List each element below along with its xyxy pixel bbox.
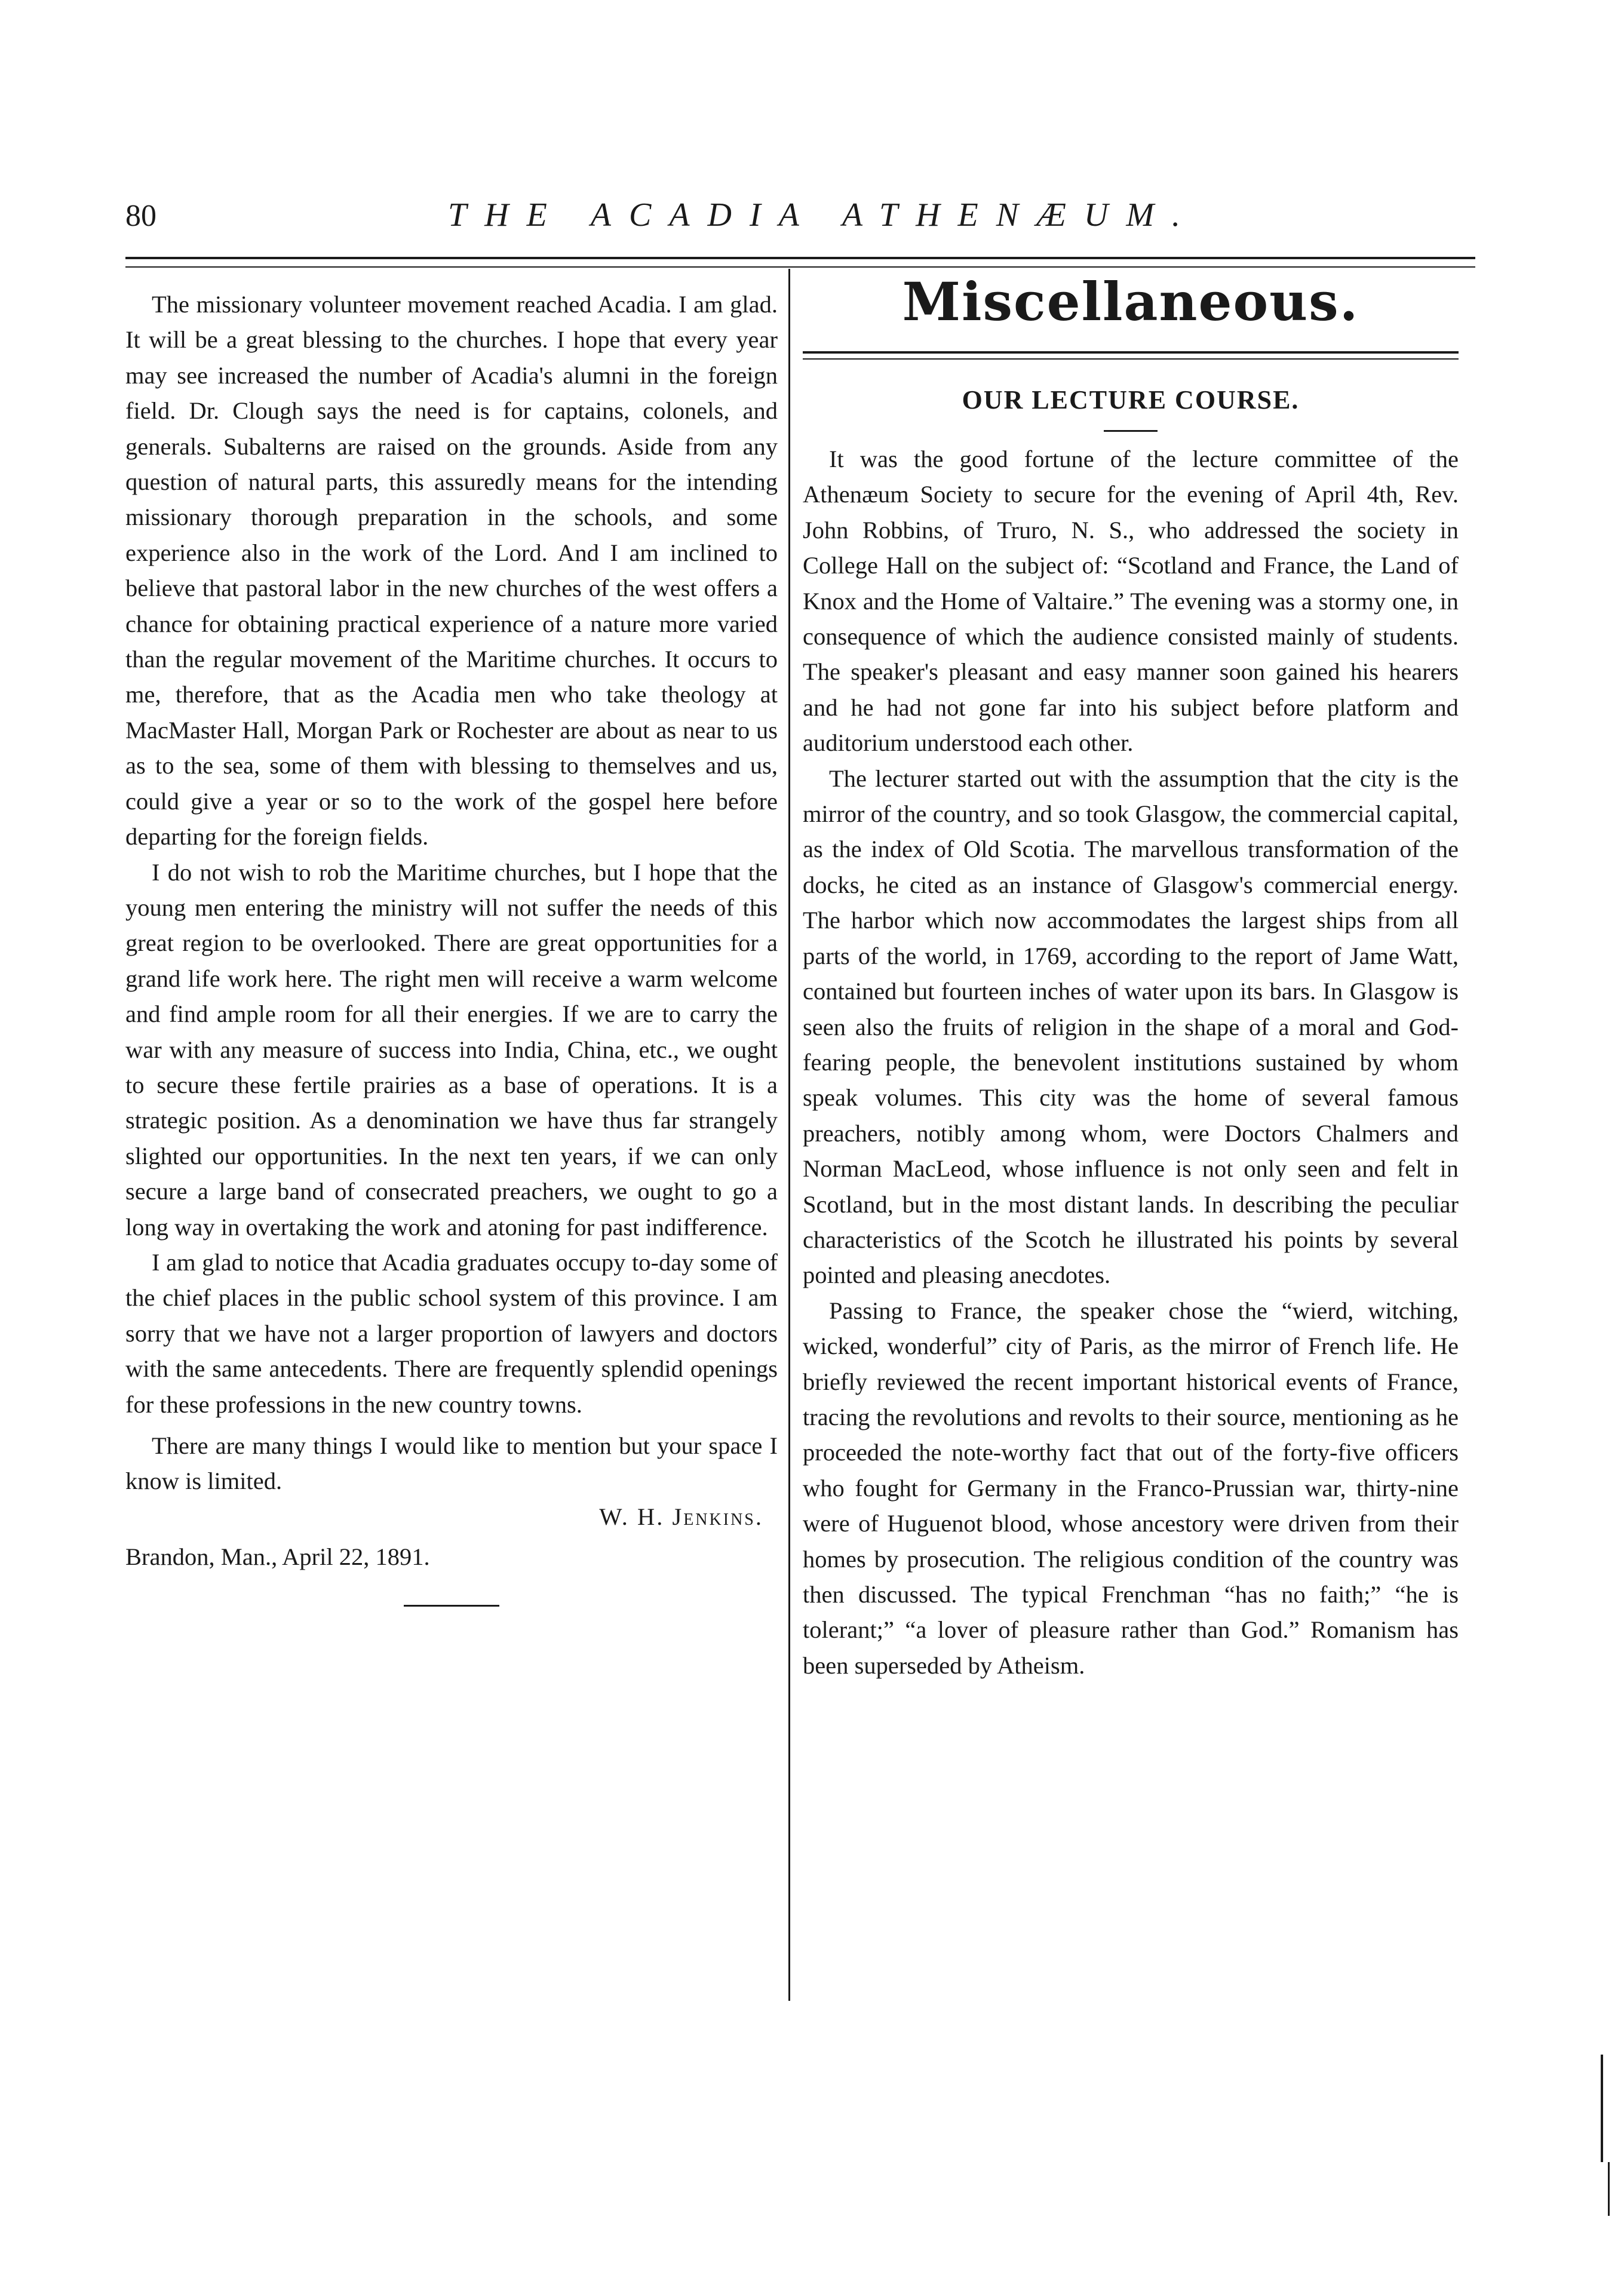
article-paragraph: The lecturer started out with the assumption that the city is the mirror of the country, and so took Glasgow, the commercial capital, as the index of Old Scotia. The marvellous transformation of the docks, he cited as an instance of Glasgow's commercial energy. The harbor which now accommodates the largest ships from all parts of the world, in 1769, according to the report of Jame Watt, contained but fourteen inches of water upon its bars. In Glasgow is seen also the fruits of religion in the shape of a moral and God-fearing people, the benevolent institutions sustained by whom speak volumes. This city was the home of several famous preachers, notibly among whom, were Doctors Chalmers and Norman MacLeod, whose influence is not only seen and felt in Scotland, but in the most distant lands. In describing the peculiar characteristics of the Scotch he illustrated his points by several pointed and pleasing anecdotes.: [803, 764, 1459, 1289]
end-of-letter-rule: [404, 1605, 499, 1607]
page-header: [125, 186, 1475, 240]
scan-edge-mark: [1608, 2162, 1610, 2216]
left-column: [125, 263, 778, 1607]
letter-paragraph: I am glad to notice that Acadia graduates occupy to-day some of the chief places in the public school system of this province. I am sorry that we have not a larger proportion of lawyers and doctors with the same antecedents. There are frequently splendid openings for these professions in the new country towns.: [125, 1248, 778, 1418]
letter-paragraph: The missionary volunteer movement reached Acadia. I am glad. It will be a great blessing to the churches. I hope that every year may see increased the number of Acadia's alumni in the foreign field. Dr. Clough says the need is for captains, colonels, and generals. Subalterns are raised on the grounds. Aside from any question of natural parts, this assuredly means for the intending missionary thorough preparation in the schools, and some experience also in the work of the Lord. And I am inclined to believe that pastoral labor in the new churches of the west offers a chance for obtaining practical experience of a nature more varied than the regular movement of the Maritime churches. It occurs to me, therefore, that as the Acadia men who take theology at MacMaster Hall, Morgan Park or Rochester are about as near to us as to the sea, some of them with blessing to themselves and us, could give a year or so to the work of the gospel here before departing for the foreign fields.: [125, 291, 778, 851]
header-rule-thick: [125, 257, 1475, 259]
column-divider: [788, 269, 790, 2001]
letter-signature: W. H. Jenkins.: [599, 1503, 763, 1530]
letter-paragraph: There are many things I would like to mention but your space I know is limited.: [125, 1432, 778, 1495]
page-number: 80: [125, 199, 156, 233]
article-title-rule: [1104, 430, 1158, 432]
scan-edge-mark: [1601, 2055, 1603, 2162]
article-paragraph: Passing to France, the speaker chose the “wierd, witching, wicked, wonderful” city of Paris, as the mirror of French life. He briefly reviewed the recent important historical events of France, tracing the revolutions and revolts to their source, mentioning as he proceeded the note-worthy fact that out of the forty-five officers who fought for Germany in the Franco-Prussian war, thirty-nine were of Huguenot blood, whose ancestory were driven from their homes by prosecution. The religious condition of the country was then discussed. The typical Frenchman “has no faith;” “he is tolerant;” “a lover of pleasure rather than God.” Romanism has been superseded by Atheism.: [803, 1297, 1459, 1679]
article-paragraph: It was the good fortune of the lecture committee of the Athenæum Society to secure for the evening of April 4th, Rev. John Robbins, of Truro, N. S., who addressed the society in College Hall on the subject of: “Scotland and France, the Land of Knox and the Home of Valtaire.” The evening was a stormy one, in consequence of which the audience consisted mainly of students. The speaker's pleasant and easy manner soon gained his hearers and he had not gone far into his subject before platform and auditorium understood each other.: [803, 446, 1459, 757]
section-heading: Miscellaneous.: [902, 271, 1359, 333]
section-rule-thin: [803, 358, 1459, 360]
running-title: THE ACADIA ATHENÆUM.: [448, 196, 1198, 234]
letter-paragraph: I do not wish to rob the Maritime churches, but I hope that the young men entering the ministry will not suffer the needs of this great region to be overlooked. There are great opportunities for a grand life work here. The right men will receive a warm welcome and find ample room for all their energies. If we are to carry the war with any measure of success into India, China, etc., we ought to secure these fertile prairies as a base of operations. It is a strategic position. As a denomination we have thus far strangely slighted our opportunities. In the next ten years, if we can only secure a large band of consecrated preachers, we ought to go a long way in overtaking the work and atoning for past indifference.: [125, 858, 778, 1241]
section-rule-thick: [803, 351, 1459, 354]
article-title: OUR LECTURE COURSE.: [962, 385, 1300, 415]
letter-dateline: Brandon, Man., April 22, 1891.: [125, 1543, 430, 1571]
right-column: [803, 263, 1459, 1683]
